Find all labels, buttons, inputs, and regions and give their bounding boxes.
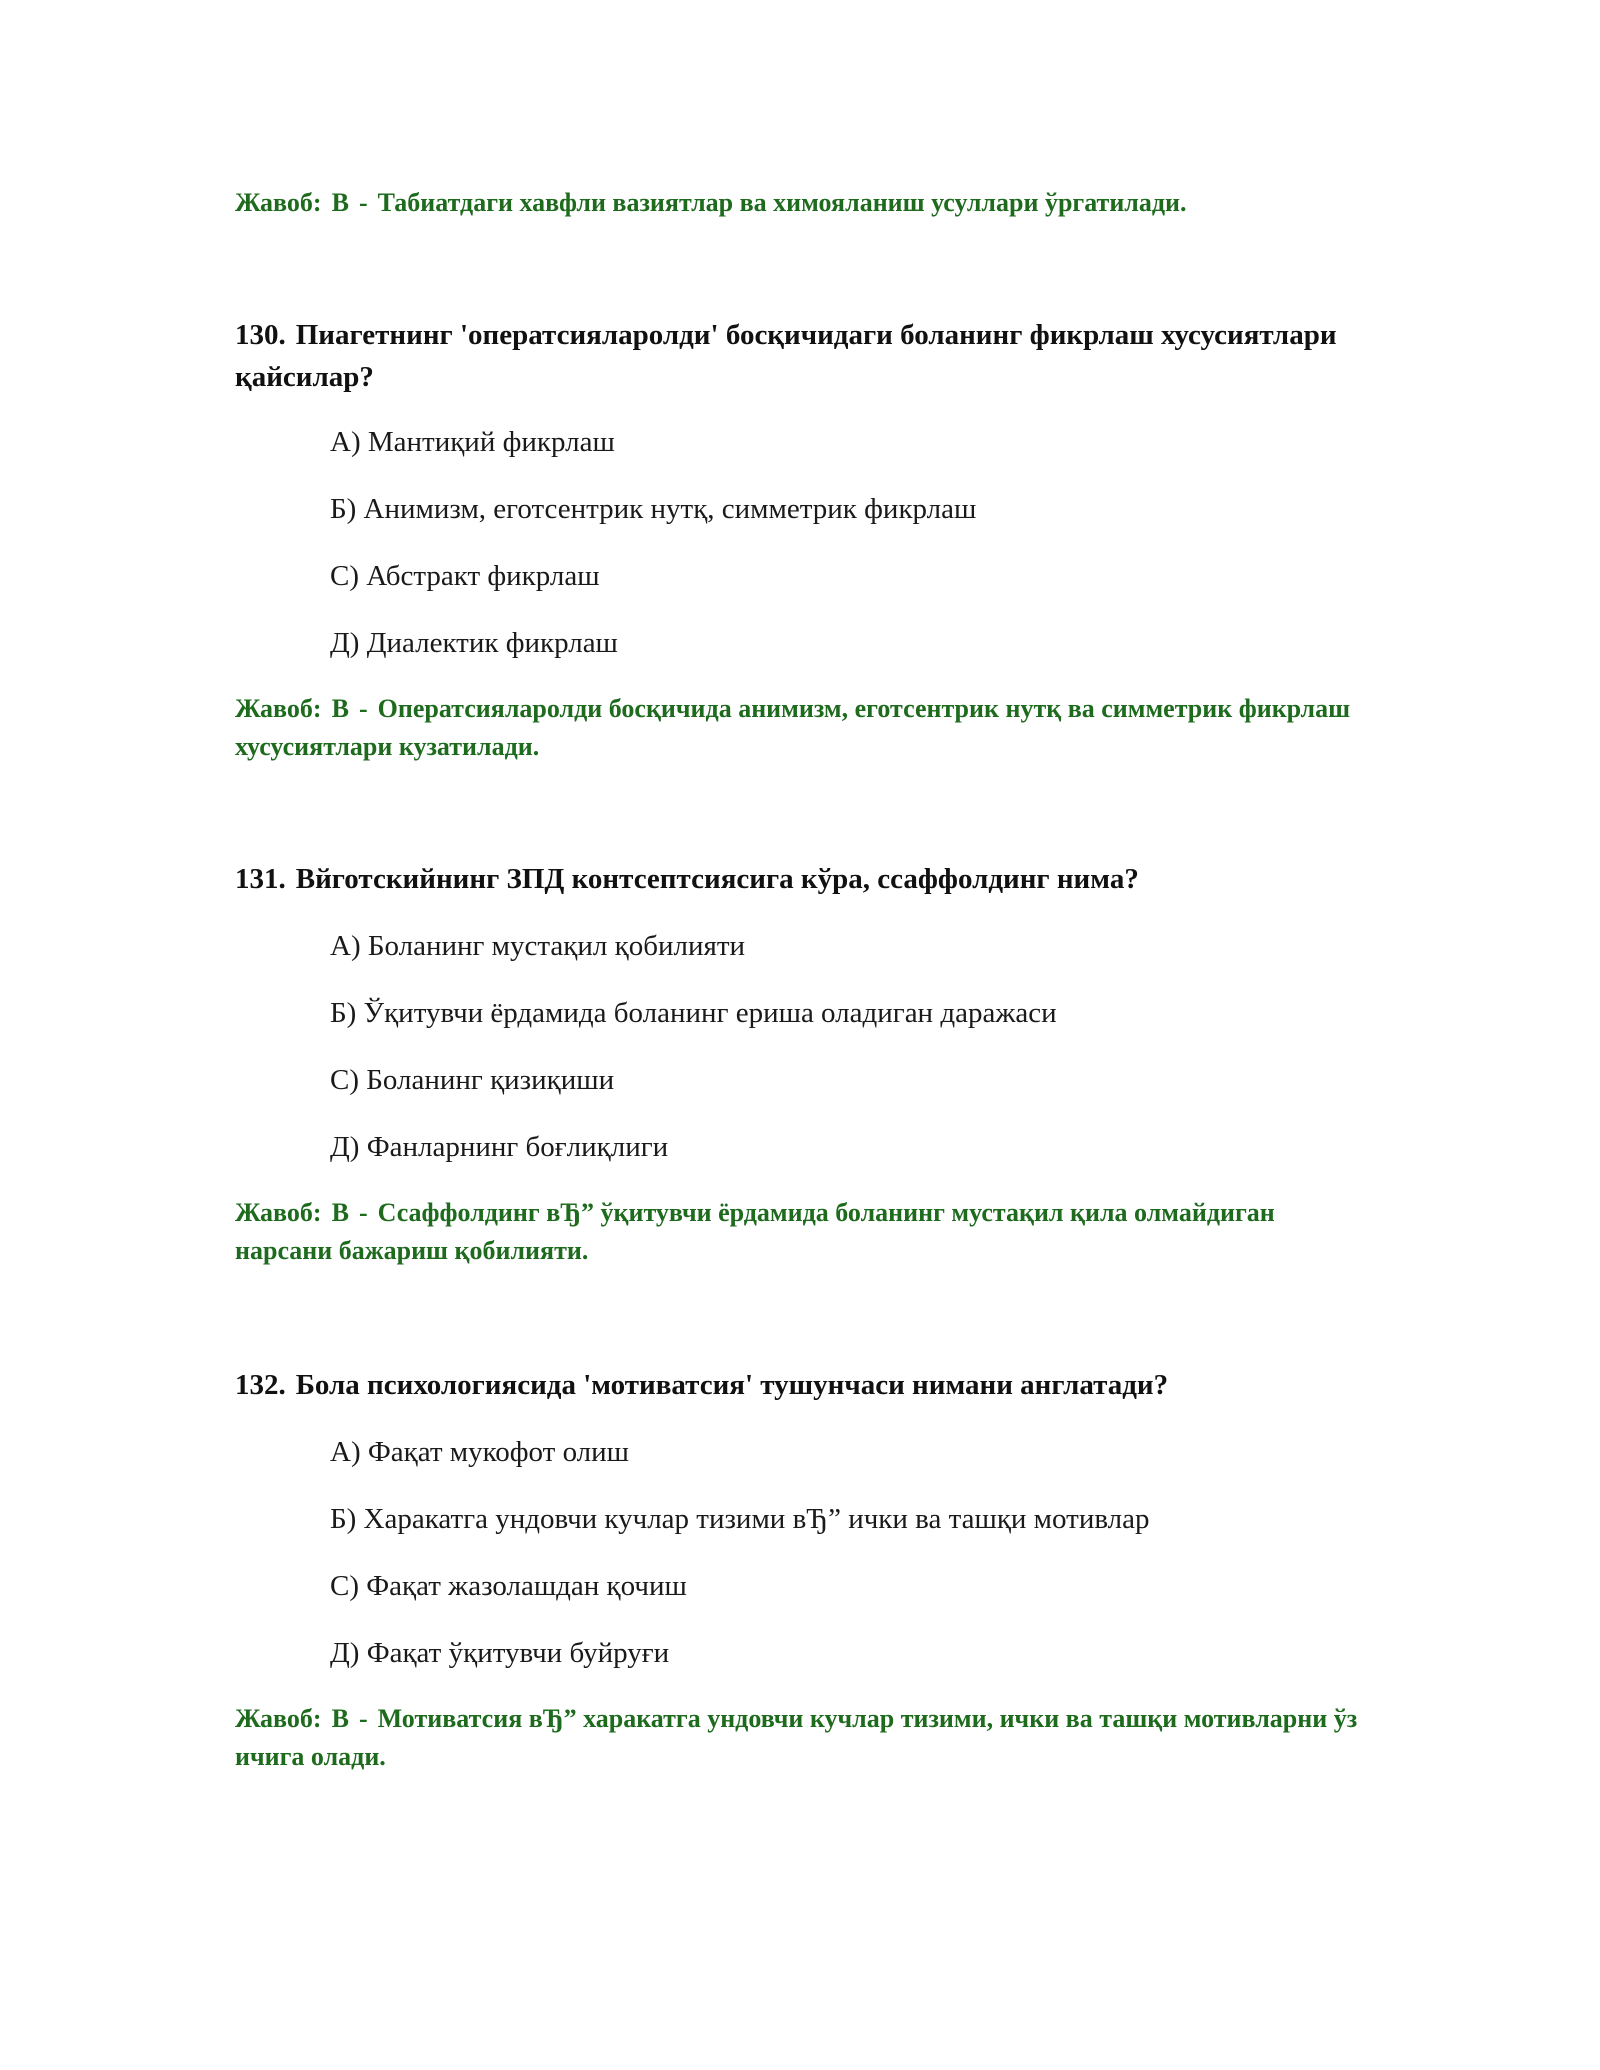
answer-letter: B: [331, 1198, 349, 1227]
answer-prefix: Жавоб:: [235, 1198, 322, 1227]
answer-line: [235, 690, 1375, 766]
option-d: Д) Фақат ўқитувчи буйруғи: [330, 1637, 670, 1669]
question-130: [235, 314, 1385, 398]
answer-text: Оператсияларолди босқичида анимизм, еготсентрик нутқ ва симметрик фикрлаш хусусиятлари кузатилади.: [235, 694, 1351, 761]
option-b: Б) Харакатга ундовчи кучлар тизими вЂ” ички ва ташқи мотивлар: [330, 1503, 1150, 1535]
question-number: 131.: [235, 863, 286, 895]
answer-prefix: Жавоб:: [235, 694, 322, 723]
question-text: Бола психологиясида 'мотиватсия' тушунчаси нимани англатади?: [295, 1369, 1169, 1401]
option-d: Д) Фанларнинг боғлиқлиги: [330, 1131, 669, 1163]
answer-dash: -: [358, 1198, 368, 1227]
answer-text: Ссаффолдинг вЂ” ўқитувчи ёрдамида боланинг мустақил қила олмайдиган нарсани бажариш қобилияти.: [235, 1198, 1275, 1265]
option-b: Б) Ўқитувчи ёрдамида боланинг ериша оладиган даражаси: [330, 997, 1057, 1029]
option-a: А) Фақат мукофот олиш: [330, 1436, 630, 1468]
answer-dash: -: [358, 1704, 368, 1733]
option-b: Б) Анимизм, еготсентрик нутқ, симметрик фикрлаш: [330, 493, 977, 525]
question-number: 130.: [235, 319, 286, 351]
answer-dash: -: [358, 188, 368, 217]
question-132: [235, 1364, 1385, 1406]
question-text: Пиагетнинг 'оператсияларолди' босқичидаги боланинг фикрлаш хусусиятлари қайсилар?: [235, 319, 1337, 393]
answer-line: [235, 184, 1375, 222]
option-c: С) Боланинг қизиқиши: [330, 1064, 615, 1096]
answer-text: Мотиватсия вЂ” харакатга ундовчи кучлар тизими, ички ва ташқи мотивларни ўз ичига олади.: [235, 1704, 1358, 1771]
answer-line: [235, 1194, 1375, 1270]
answer-prefix: Жавоб:: [235, 188, 322, 217]
option-c: С) Фақат жазолашдан қочиш: [330, 1570, 687, 1602]
answer-dash: -: [358, 694, 368, 723]
answer-letter: B: [331, 188, 349, 217]
answer-text: Табиатдаги хавфли вазиятлар ва химояланиш усуллари ўргатилади.: [377, 188, 1187, 217]
answer-prefix: Жавоб:: [235, 1704, 322, 1733]
answer-letter: B: [331, 694, 349, 723]
option-a: А) Мантиқий фикрлаш: [330, 426, 615, 458]
question-text: Вйготскийнинг ЗПД контсептсиясига кўра, ссаффолдинг нима?: [295, 863, 1139, 895]
question-number: 132.: [235, 1369, 286, 1401]
answer-letter: B: [331, 1704, 349, 1733]
option-c: С) Абстракт фикрлаш: [330, 560, 600, 592]
option-d: Д) Диалектик фикрлаш: [330, 627, 618, 659]
question-131: [235, 858, 1385, 900]
answer-line: [235, 1700, 1375, 1776]
option-a: А) Боланинг мустақил қобилияти: [330, 930, 746, 962]
